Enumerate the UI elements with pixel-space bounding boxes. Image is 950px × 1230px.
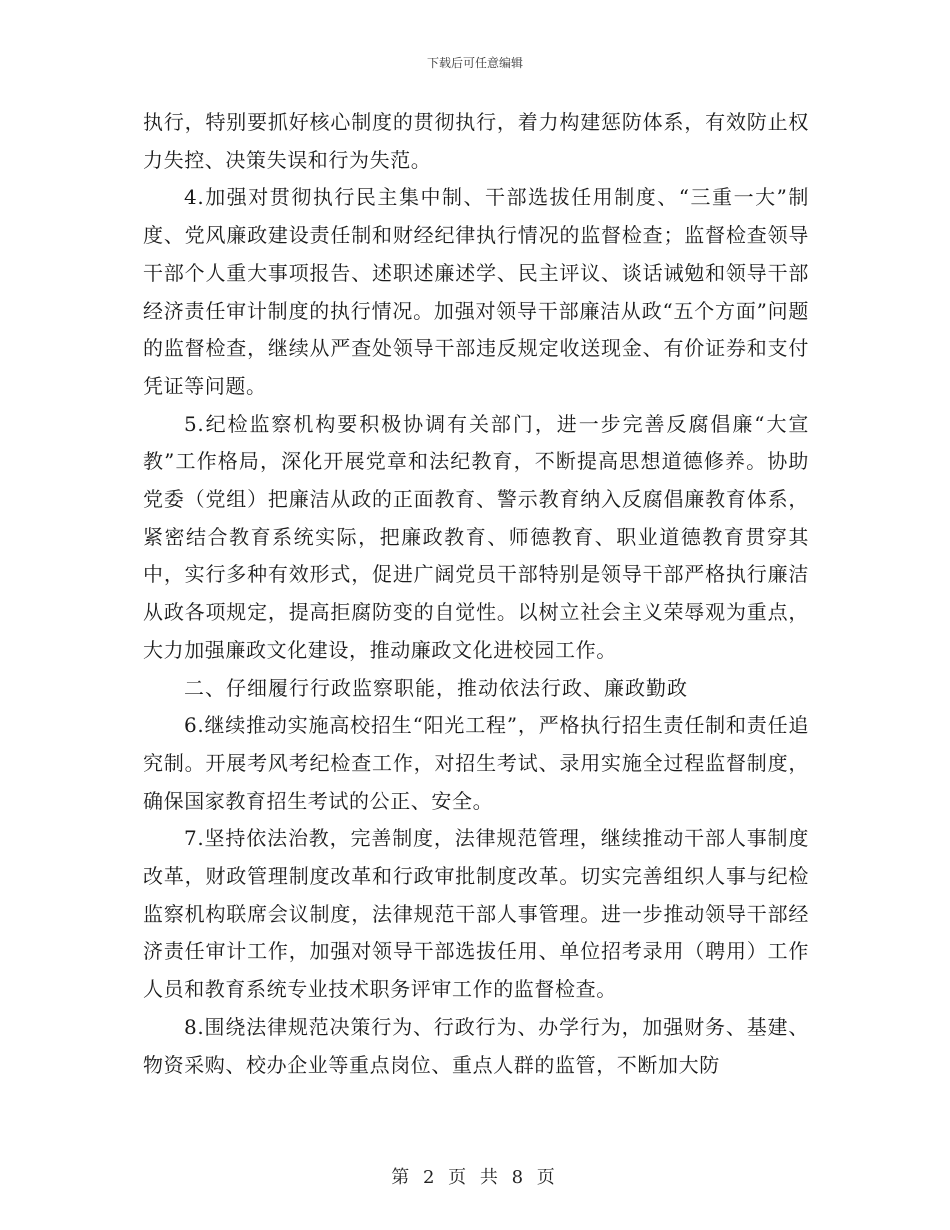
paragraph-item-7: 7.坚持依法治教，完善制度，法律规范管理，继续推动干部人事制度改革，财政管理制度改革和行政审批制度改革。切实完善组织人事与纪检监察机构联席会议制度，法律规范干部人事管理。进一步推动领导干部经济责任审计工作，加强对领导干部选拔任用、单位招考录用（聘用）工作人员和教育系统专业技术职务评审工作的监督检查。: [143, 826, 809, 1002]
paragraph-item-4: 4.加强对贯彻执行民主集中制、干部选拔任用制度、“三重一大”制度、党风廉政建设责任制和财经纪律执行情况的监督检查；监督检查领导干部个人重大事项报告、述职述廉述学、民主评议、谈话诫勉和领导干部经济责任审计制度的执行情况。加强对领导干部廉洁从政“五个方面”问题的监督检查，继续从严查处领导干部违反规定收送现金、有价证券和支付凭证等问题。: [143, 185, 809, 398]
paragraph-item-5: 5.纪检监察机构要积极协调有关部门，进一步完善反腐倡廉“大宣教”工作格局，深化开展党章和法纪教育，不断提高思想道德修养。协助党委（党组）把廉洁从政的正面教育、警示教育纳入反腐倡廉教育体系，紧密结合教育系统实际，把廉政教育、师德教育、职业道德教育贯穿其中，实行多种有效形式，促进广阔党员干部特别是领导干部严格执行廉洁从政各项规定，提高拒腐防变的自觉性。以树立社会主义荣辱观为重点，大力加强廉政文化建设，推动廉政文化进校园工作。: [143, 411, 809, 662]
paragraph-item-6: 6.继续推动实施高校招生“阳光工程”，严格执行招生责任制和责任追究制。开展考风考纪检查工作，对招生考试、录用实施全过程监督制度，确保国家教育招生考试的公正、安全。: [143, 713, 809, 813]
paragraph-item-8: 8.围绕法律规范决策行为、行政行为、办学行为，加强财务、基建、物资采购、校办企业等重点岗位、重点人群的监管，不断加大防: [143, 1014, 809, 1077]
document-body: [143, 104, 809, 1084]
section-heading: 二、仔细履行行政监察职能，推动依法行政、廉政勤政: [184, 675, 688, 700]
page-number: 第 2 页 共 8 页: [391, 1167, 559, 1188]
page-header: 下载后可任意编辑: [426, 56, 523, 70]
paragraph-continuation: 执行，特别要抓好核心制度的贯彻执行，着力构建惩防体系，有效防止权力失控、决策失误和行为失范。: [143, 110, 809, 172]
